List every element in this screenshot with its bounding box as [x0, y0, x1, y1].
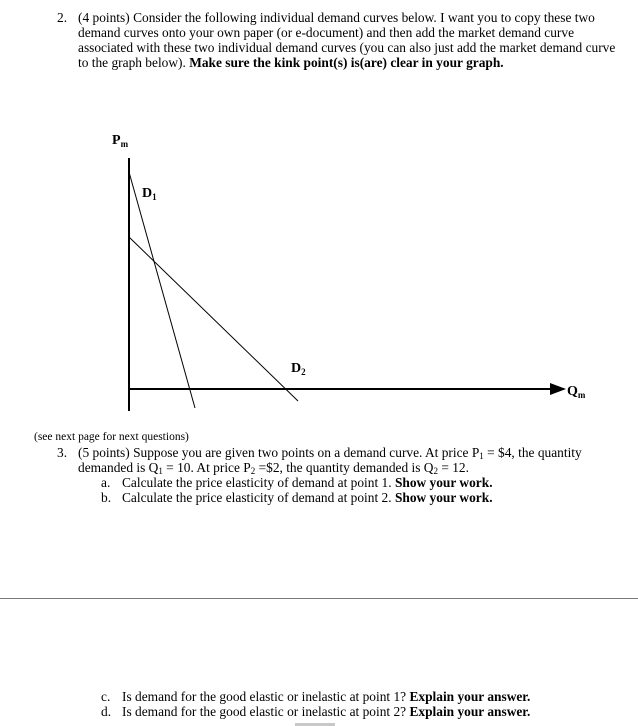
question-number: 2. [57, 10, 68, 25]
question-number: 3. [57, 445, 68, 460]
question-text [78, 10, 618, 70]
y-axis-label: $P_m$ [112, 133, 129, 149]
see-next-note: (see next page for next questions) [34, 431, 189, 443]
question-line-1: (5 points) Suppose you are given two points on a demand curve. At price $P_1$ = $4, the quantity [78, 445, 582, 461]
question-body: Consider the following individual demand curves below. I want you to copy these two demand curves onto your own paper (or e-document) and then add the market demand curve associated with these two individual demand curves (you can also just add the market demand curve to the graph below). [78, 10, 616, 70]
demand-curve-d2 [129, 237, 298, 401]
demand-curve-d1 [129, 172, 195, 408]
d1-label: $D_1$ [142, 186, 157, 202]
page-divider [0, 598, 638, 599]
question-points: (4 points) [78, 10, 130, 25]
question-text [78, 445, 628, 475]
question-emphasis: Make sure the kink point(s) is(are) clear in your graph. [189, 55, 504, 70]
demand-curves-graph [0, 120, 638, 420]
d2-label: $D_2$ [291, 361, 306, 377]
x-axis-label: $Q_m$ [567, 384, 586, 400]
question-line-2: demanded is $Q_1 = 10$. At price $P_2$ =$2, the quantity demanded is $Q_2 = 12$. [78, 460, 469, 476]
